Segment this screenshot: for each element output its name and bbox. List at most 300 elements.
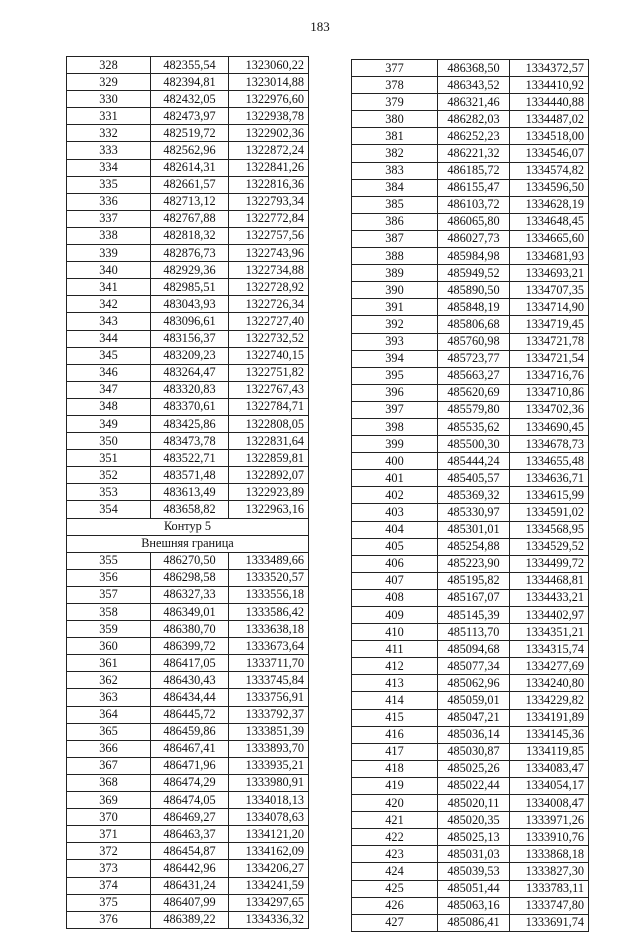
point-number: 414 [352,692,438,709]
point-number: 355 [67,552,151,569]
x-coordinate: 486399,72 [151,638,229,655]
y-coordinate: 1334297,65 [229,894,309,911]
y-coordinate: 1322734,88 [229,262,309,279]
point-number: 357 [67,586,151,603]
point-number: 356 [67,569,151,586]
y-coordinate: 1322923,89 [229,484,309,501]
table-row [67,911,309,928]
x-coordinate: 486155,47 [438,179,510,196]
table-row [352,555,589,572]
table-row [67,552,309,569]
table-row [352,265,589,282]
x-coordinate: 485020,35 [438,812,510,829]
x-coordinate: 486282,03 [438,111,510,128]
y-coordinate: 1333851,39 [229,723,309,740]
table-row [352,624,589,641]
x-coordinate: 485369,32 [438,487,510,504]
y-coordinate: 1334410,92 [510,77,589,94]
point-number: 345 [67,347,151,364]
y-coordinate: 1322751,82 [229,364,309,381]
point-number: 418 [352,760,438,777]
x-coordinate: 485059,01 [438,692,510,709]
y-coordinate: 1334568,95 [510,521,589,538]
table-row [352,350,589,367]
x-coordinate: 486321,46 [438,94,510,111]
point-number: 376 [67,911,151,928]
table-row [67,586,309,603]
point-number: 361 [67,655,151,672]
table-row [352,470,589,487]
x-coordinate: 483320,83 [151,381,229,398]
point-number: 362 [67,672,151,689]
point-number: 407 [352,572,438,589]
y-coordinate: 1333868,18 [510,846,589,863]
x-coordinate: 486185,72 [438,162,510,179]
table-row [352,248,589,265]
table-row [67,142,309,159]
x-coordinate: 482355,54 [151,57,229,74]
coordinates-table-left [66,56,309,929]
x-coordinate: 483613,49 [151,484,229,501]
y-coordinate: 1323060,22 [229,57,309,74]
y-coordinate: 1334678,73 [510,436,589,453]
y-coordinate: 1334191,89 [510,709,589,726]
point-number: 422 [352,829,438,846]
x-coordinate: 486442,96 [151,860,229,877]
y-coordinate: 1334591,02 [510,504,589,521]
table-row [352,230,589,247]
point-number: 404 [352,521,438,538]
point-number: 333 [67,142,151,159]
y-coordinate: 1333935,21 [229,757,309,774]
y-coordinate: 1334615,99 [510,487,589,504]
point-number: 389 [352,265,438,282]
x-coordinate: 482818,32 [151,227,229,244]
y-coordinate: 1334636,71 [510,470,589,487]
point-number: 358 [67,604,151,621]
x-coordinate: 482519,72 [151,125,229,142]
point-number: 383 [352,162,438,179]
y-coordinate: 1322841,26 [229,159,309,176]
x-coordinate: 482661,57 [151,176,229,193]
y-coordinate: 1333827,30 [510,863,589,880]
x-coordinate: 485254,88 [438,538,510,555]
point-number: 369 [67,792,151,809]
point-number: 412 [352,658,438,675]
x-coordinate: 485113,70 [438,624,510,641]
table-row [67,826,309,843]
table-row [352,607,589,624]
section-subtitle: Внешняя граница [67,535,309,552]
y-coordinate: 1334655,48 [510,453,589,470]
table-row [352,111,589,128]
x-coordinate: 486389,22 [151,911,229,928]
point-number: 415 [352,709,438,726]
y-coordinate: 1322757,56 [229,227,309,244]
table-row [67,415,309,432]
x-coordinate: 485223,90 [438,555,510,572]
x-coordinate: 485039,53 [438,863,510,880]
point-number: 397 [352,401,438,418]
y-coordinate: 1322727,40 [229,313,309,330]
point-number: 382 [352,145,438,162]
x-coordinate: 485301,01 [438,521,510,538]
table-row [352,418,589,435]
x-coordinate: 486103,72 [438,196,510,213]
table-row [67,501,309,518]
point-number: 380 [352,111,438,128]
x-coordinate: 485063,16 [438,897,510,914]
x-coordinate: 485030,87 [438,743,510,760]
y-coordinate: 1333586,42 [229,604,309,621]
table-row [352,812,589,829]
point-number: 396 [352,384,438,401]
point-number: 341 [67,279,151,296]
y-coordinate: 1334162,09 [229,843,309,860]
point-number: 426 [352,897,438,914]
point-number: 337 [67,210,151,227]
point-number: 427 [352,914,438,931]
table-row [352,846,589,863]
point-number: 390 [352,282,438,299]
y-coordinate: 1322726,34 [229,296,309,313]
point-number: 336 [67,193,151,210]
x-coordinate: 483571,48 [151,467,229,484]
table-row [67,159,309,176]
x-coordinate: 485405,57 [438,470,510,487]
table-row [67,569,309,586]
table-row [352,760,589,777]
x-coordinate: 485890,50 [438,282,510,299]
table-row [352,897,589,914]
point-number: 353 [67,484,151,501]
x-coordinate: 485036,14 [438,726,510,743]
y-coordinate: 1322902,36 [229,125,309,142]
y-coordinate: 1322938,78 [229,108,309,125]
point-number: 402 [352,487,438,504]
y-coordinate: 1334487,02 [510,111,589,128]
y-coordinate: 1333745,84 [229,672,309,689]
y-coordinate: 1333638,18 [229,621,309,638]
point-number: 385 [352,196,438,213]
y-coordinate: 1334710,86 [510,384,589,401]
table-row [67,877,309,894]
table-row [67,843,309,860]
point-number: 350 [67,433,151,450]
table-row [67,347,309,364]
point-number: 393 [352,333,438,350]
left-table-rows-after [67,552,309,928]
y-coordinate: 1333783,11 [510,880,589,897]
y-coordinate: 1334336,32 [229,911,309,928]
y-coordinate: 1322793,34 [229,193,309,210]
y-coordinate: 1334008,47 [510,795,589,812]
y-coordinate: 1334681,93 [510,248,589,265]
page-number: 183 [310,19,330,34]
point-number: 378 [352,77,438,94]
point-number: 347 [67,381,151,398]
x-coordinate: 483156,37 [151,330,229,347]
x-coordinate: 485444,24 [438,453,510,470]
table-row [67,467,309,484]
point-number: 399 [352,436,438,453]
table-row [67,74,309,91]
point-number: 410 [352,624,438,641]
table-row [67,108,309,125]
x-coordinate: 486469,27 [151,809,229,826]
x-coordinate: 482473,97 [151,108,229,125]
point-number: 394 [352,350,438,367]
x-coordinate: 483043,93 [151,296,229,313]
point-number: 360 [67,638,151,655]
table-row [352,880,589,897]
table-row [67,193,309,210]
x-coordinate: 486027,73 [438,230,510,247]
table-row [352,487,589,504]
x-coordinate: 485579,80 [438,401,510,418]
table-row [352,504,589,521]
x-coordinate: 485077,34 [438,658,510,675]
point-number: 365 [67,723,151,740]
x-coordinate: 486343,52 [438,77,510,94]
table-row [352,777,589,794]
point-number: 398 [352,418,438,435]
table-row [352,436,589,453]
table-row [352,145,589,162]
x-coordinate: 486298,58 [151,569,229,586]
point-number: 339 [67,245,151,262]
y-coordinate: 1334628,19 [510,196,589,213]
x-coordinate: 483425,86 [151,415,229,432]
table-row [67,279,309,296]
point-number: 363 [67,689,151,706]
point-number: 425 [352,880,438,897]
y-coordinate: 1333520,57 [229,569,309,586]
point-number: 411 [352,641,438,658]
table-row [67,894,309,911]
table-row [352,692,589,709]
x-coordinate: 486349,01 [151,604,229,621]
x-coordinate: 486445,72 [151,706,229,723]
point-number: 403 [352,504,438,521]
y-coordinate: 1322892,07 [229,467,309,484]
point-number: 400 [352,453,438,470]
table-row [67,723,309,740]
y-coordinate: 1334714,90 [510,299,589,316]
point-number: 381 [352,128,438,145]
table-row [67,689,309,706]
x-coordinate: 485047,21 [438,709,510,726]
x-coordinate: 485020,11 [438,795,510,812]
table-row [67,313,309,330]
x-coordinate: 485025,26 [438,760,510,777]
point-number: 379 [352,94,438,111]
y-coordinate: 1333971,26 [510,812,589,829]
x-coordinate: 482767,88 [151,210,229,227]
y-coordinate: 1333673,64 [229,638,309,655]
point-number: 354 [67,501,151,518]
point-number: 366 [67,740,151,757]
x-coordinate: 485848,19 [438,299,510,316]
table-row [67,860,309,877]
point-number: 338 [67,227,151,244]
table-row [352,196,589,213]
y-coordinate: 1333893,70 [229,740,309,757]
table-row [67,381,309,398]
x-coordinate: 486467,41 [151,740,229,757]
point-number: 351 [67,450,151,467]
point-number: 335 [67,176,151,193]
point-number: 416 [352,726,438,743]
point-number: 334 [67,159,151,176]
point-number: 352 [67,467,151,484]
x-coordinate: 482876,73 [151,245,229,262]
table-row [352,726,589,743]
point-number: 342 [67,296,151,313]
x-coordinate: 486474,29 [151,774,229,791]
table-row [352,743,589,760]
point-number: 413 [352,675,438,692]
x-coordinate: 485086,41 [438,914,510,931]
y-coordinate: 1334145,36 [510,726,589,743]
x-coordinate: 486368,50 [438,60,510,77]
x-coordinate: 483264,47 [151,364,229,381]
table-row [352,179,589,196]
x-coordinate: 485760,98 [438,333,510,350]
point-number: 421 [352,812,438,829]
y-coordinate: 1333980,91 [229,774,309,791]
x-coordinate: 485949,52 [438,265,510,282]
table-row [67,450,309,467]
point-number: 344 [67,330,151,347]
x-coordinate: 482394,81 [151,74,229,91]
y-coordinate: 1334018,13 [229,792,309,809]
point-number: 387 [352,230,438,247]
table-row [67,621,309,638]
x-coordinate: 482929,36 [151,262,229,279]
y-coordinate: 1334054,17 [510,777,589,794]
x-coordinate: 482713,12 [151,193,229,210]
section-header-row [67,518,309,535]
y-coordinate: 1322808,05 [229,415,309,432]
table-row [352,333,589,350]
table-row [352,572,589,589]
y-coordinate: 1322743,96 [229,245,309,262]
y-coordinate: 1334277,69 [510,658,589,675]
table-row [67,364,309,381]
x-coordinate: 485062,96 [438,675,510,692]
point-number: 340 [67,262,151,279]
x-coordinate: 486252,23 [438,128,510,145]
y-coordinate: 1334440,88 [510,94,589,111]
table-row [67,245,309,262]
x-coordinate: 482432,05 [151,91,229,108]
point-number: 395 [352,367,438,384]
x-coordinate: 485167,07 [438,589,510,606]
y-coordinate: 1333910,76 [510,829,589,846]
y-coordinate: 1334596,50 [510,179,589,196]
table-row [67,57,309,74]
point-number: 370 [67,809,151,826]
point-number: 419 [352,777,438,794]
point-number: 405 [352,538,438,555]
point-number: 346 [67,364,151,381]
point-number: 373 [67,860,151,877]
y-coordinate: 1334690,45 [510,418,589,435]
y-coordinate: 1334229,82 [510,692,589,709]
y-coordinate: 1322728,92 [229,279,309,296]
x-coordinate: 485806,68 [438,316,510,333]
table-row [67,176,309,193]
table-row [67,809,309,826]
point-number: 364 [67,706,151,723]
y-coordinate: 1322963,16 [229,501,309,518]
y-coordinate: 1322732,52 [229,330,309,347]
table-row [352,658,589,675]
y-coordinate: 1322859,81 [229,450,309,467]
point-number: 329 [67,74,151,91]
table-row [67,433,309,450]
x-coordinate: 486463,37 [151,826,229,843]
x-coordinate: 485031,03 [438,846,510,863]
point-number: 332 [67,125,151,142]
point-number: 348 [67,398,151,415]
table-row [67,227,309,244]
y-coordinate: 1334518,00 [510,128,589,145]
x-coordinate: 485984,98 [438,248,510,265]
table-row [67,604,309,621]
point-number: 409 [352,607,438,624]
y-coordinate: 1334240,80 [510,675,589,692]
y-coordinate: 1322831,64 [229,433,309,450]
y-coordinate: 1333711,70 [229,655,309,672]
table-row [352,282,589,299]
table-row [352,521,589,538]
y-coordinate: 1334468,81 [510,572,589,589]
x-coordinate: 485051,44 [438,880,510,897]
table-row [67,484,309,501]
x-coordinate: 485022,44 [438,777,510,794]
y-coordinate: 1334648,45 [510,213,589,230]
x-coordinate: 483473,78 [151,433,229,450]
x-coordinate: 485145,39 [438,607,510,624]
point-number: 417 [352,743,438,760]
x-coordinate: 485330,97 [438,504,510,521]
y-coordinate: 1323014,88 [229,74,309,91]
point-number: 343 [67,313,151,330]
y-coordinate: 1333556,18 [229,586,309,603]
x-coordinate: 486471,96 [151,757,229,774]
point-number: 423 [352,846,438,863]
y-coordinate: 1322784,71 [229,398,309,415]
table-row [67,210,309,227]
table-row [67,740,309,757]
table-row [352,77,589,94]
x-coordinate: 483522,71 [151,450,229,467]
point-number: 372 [67,843,151,860]
point-number: 367 [67,757,151,774]
table-row [67,125,309,142]
x-coordinate: 486454,87 [151,843,229,860]
x-coordinate: 483096,61 [151,313,229,330]
y-coordinate: 1334707,35 [510,282,589,299]
table-row [67,792,309,809]
x-coordinate: 486327,33 [151,586,229,603]
y-coordinate: 1334721,54 [510,350,589,367]
y-coordinate: 1334546,07 [510,145,589,162]
table-row [352,94,589,111]
table-row [67,398,309,415]
